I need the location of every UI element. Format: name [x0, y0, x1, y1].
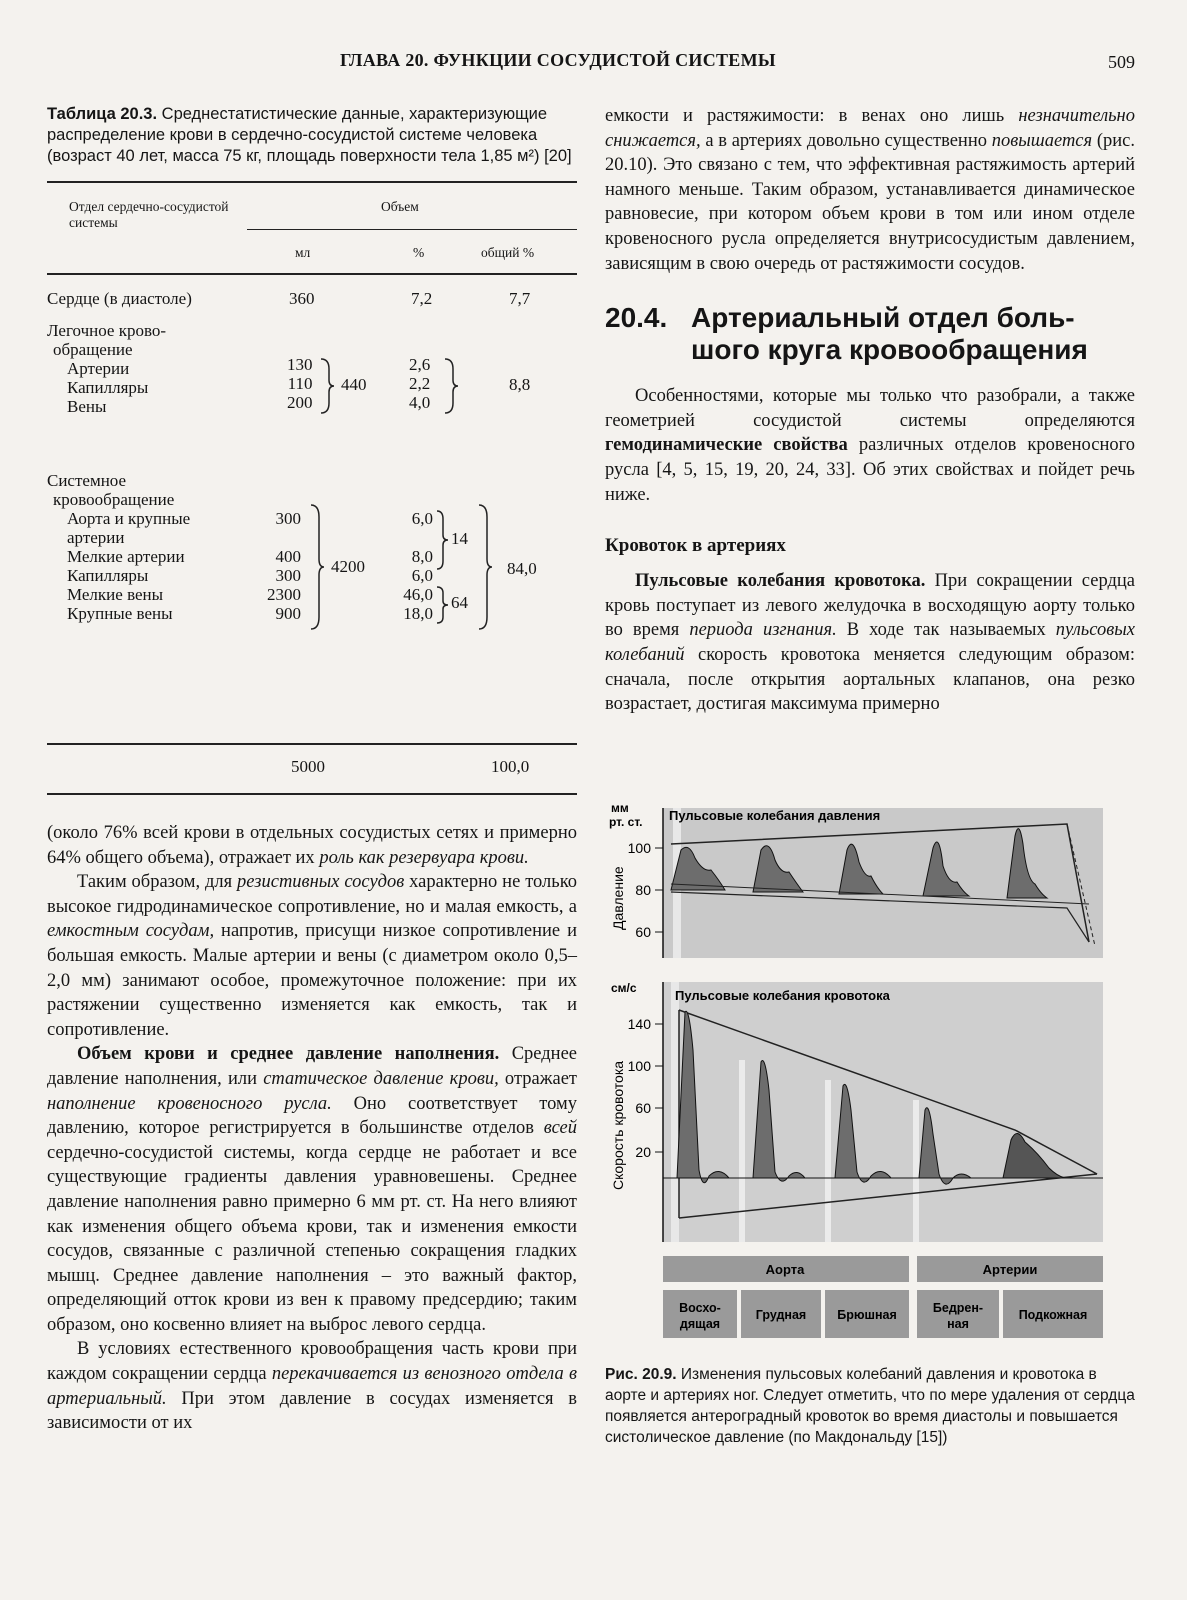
text-run: скорость кровотока меняется следующим образом: сначала, после открытия аортальных клапанов, она резко возрастает, достигая максимума примерно: [605, 644, 1135, 715]
pressure-title: Пульсовые колебания давления: [669, 808, 881, 823]
paragraph: [47, 821, 577, 870]
italic-run: перекачивается из венозного отдела в артериальный.: [47, 1364, 578, 1409]
right-column: [605, 104, 1135, 717]
text-run: (около 76% всей крови в отдельных сосудистых сетях и примерно 64% общего объема), отражает их: [47, 823, 577, 868]
sys-ml-sum: 4200: [331, 557, 365, 576]
pulm-ml-brace: [319, 357, 335, 415]
pressure-panel: [663, 808, 1103, 958]
table-top-rule: [47, 181, 577, 183]
pulm-label-line-1: Легочное крово-: [47, 321, 167, 340]
column-header-total-pct: общий %: [481, 245, 535, 260]
text-run: Особенностями, которые мы только что разобрали, а также геометрией сосудистой системы определяются: [605, 386, 1135, 431]
sys-ml-values: [257, 509, 301, 623]
table-row-label: артерии: [67, 528, 125, 547]
table-cell-pct: 4,0: [409, 393, 431, 412]
paragraph: [47, 1337, 577, 1435]
table-row-label: Капилляры: [67, 378, 149, 397]
section-number: 20.4.: [605, 302, 668, 334]
paragraph: [605, 104, 1135, 276]
flow-tick-label: 140: [627, 1016, 651, 1032]
segment-ascending-2: дящая: [679, 1317, 721, 1331]
flow-unit: см/с: [611, 981, 637, 995]
flow-stripe: [825, 1080, 831, 1242]
paragraph: [605, 384, 1135, 507]
table-caption-text: Среднестатистические данные, характеризующие распределение крови в сердечно-сосудистой системе человека (возраст 40 лет, масса 75 кг, площадь поверхности тела 1,85 м²) [20]: [47, 105, 572, 165]
table-cell-ml: 110: [287, 374, 313, 393]
subsection-heading: Кровоток в артериях: [605, 535, 786, 557]
sys-ven-sum: 64: [451, 593, 468, 612]
row-heart-label: Сердце (в диастоле): [47, 289, 192, 308]
segment-abdominal: Брюшная: [837, 1308, 897, 1322]
flow-stripe: [739, 1060, 745, 1242]
table-cell-pct: [395, 528, 433, 547]
table-row-label: Артерии: [67, 359, 130, 378]
pressure-unit-2: рт. ст.: [609, 815, 643, 829]
italic-run: повышается: [991, 130, 1093, 151]
bold-run: гемодинамические свойства: [605, 435, 848, 456]
pressure-axis-label: Давление: [610, 866, 626, 930]
italic-run: резистивных сосудов: [237, 872, 405, 893]
sys-row-labels: [67, 509, 190, 623]
pressure-unit-1: мм: [611, 801, 629, 815]
section-title-line-2: шого круга кровообращения: [691, 334, 1088, 366]
italic-run: периода изгнания.: [689, 620, 837, 641]
left-column: [47, 104, 577, 1436]
totals-top-rule: [47, 743, 577, 745]
flow-title: Пульсовые колебания кровотока: [675, 988, 890, 1003]
text-run: При этом давление в сосудах изменяется в зависимости от их: [47, 1388, 577, 1434]
sys-total-brace: [477, 503, 493, 631]
flow-axis-label: Скорость кровотока: [610, 1060, 626, 1190]
table-cell-pct: 2,2: [409, 374, 431, 393]
text-run: (рис. 20.10). Это связано с тем, что эффективная растяжимость артерий намного меньше. Таким образом, устанавливается динамическое равновесие, при котором объем крови в том или ином отделе кровеносного русла определяется внутрисосудистым давлением, зависящим в свою очередь от растяжимости сосудов.: [605, 130, 1135, 274]
table-row-label: Вены: [67, 397, 107, 416]
text-run: Оно соответствует тому давлению, которое регистрируется в большинстве отделов: [47, 1093, 577, 1139]
text-run: В условиях естественного кровообращения часть крови при каждом сокращении сердца: [47, 1339, 577, 1385]
pressure-tick-label: 60: [635, 924, 651, 940]
segment-femoral-1: Бедрен-: [932, 1301, 984, 1315]
table-cell-ml: [257, 528, 301, 547]
figure-svg: [605, 800, 1135, 1360]
sys-label-line-1: Системное: [47, 471, 127, 490]
flow-stripe: [671, 982, 679, 1242]
table-cell-ml: 2300: [267, 585, 301, 604]
pulm-group-label: [47, 321, 166, 359]
section-title-line-1: Артериальный отдел боль-: [691, 302, 1075, 334]
pulm-pct-brace: [443, 357, 459, 415]
sys-group-label: [47, 471, 174, 509]
flow-panel: [663, 982, 1103, 1242]
text-run: Среднее давление наполнения, или: [47, 1044, 577, 1089]
table-cell-ml: 900: [275, 604, 301, 623]
table-cell-ml: 400: [275, 547, 301, 566]
group-arteries-label: Артерии: [982, 1262, 1038, 1277]
total-pct: 100,0: [491, 757, 530, 776]
pulm-label-line-2: обращение: [53, 340, 133, 359]
segment-femoral-2: ная: [947, 1317, 969, 1331]
text-run: При сокращении сердца кровь поступает из левого желудочка в восходящую аорту только во время: [605, 571, 1135, 641]
italic-run: всей: [543, 1118, 577, 1139]
text-run: емкости и растяжимости: в венах оно лишь: [605, 106, 1019, 126]
table-cell-pct: 18,0: [403, 604, 433, 623]
text-run: а в артериях довольно существенно: [700, 130, 992, 151]
pulm-ml-values: [287, 355, 313, 412]
group-aorta-label: Аорта: [765, 1262, 805, 1277]
pressure-tick-label: 100: [627, 840, 651, 856]
figure-caption-label: Рис. 20.9.: [605, 1366, 677, 1383]
text-run: различных отделов кровеносного русла [4, 5, 15, 19, 20, 24, 33]. Об этих свойствах и пойдет речь ниже.: [605, 435, 1136, 505]
figure-pulse-waves: [605, 800, 1135, 1360]
italic-run: емкостным сосудам,: [47, 921, 215, 942]
table-cell-pct: 8,0: [411, 547, 433, 566]
table-caption-label: Таблица 20.3.: [47, 105, 158, 123]
column-header-ml: мл: [295, 245, 311, 260]
segment-subcutaneous: Подкожная: [1018, 1308, 1088, 1322]
bold-run: Объем крови и среднее давление наполнения.: [77, 1044, 500, 1065]
table-row-label: Мелкие вены: [67, 585, 164, 604]
pulm-pct-values: [409, 355, 430, 412]
column-header-volume: Объем: [381, 199, 419, 214]
italic-run: статическое давление крови,: [263, 1068, 499, 1089]
column-header-dept: Отдел сердечно-сосудистой системы: [69, 199, 229, 230]
volume-subrule: [247, 229, 577, 230]
table-cell-pct: 6,0: [411, 566, 433, 585]
sys-label-line-2: кровообращение: [53, 490, 175, 509]
header-bottom-rule: [47, 273, 577, 275]
paragraph: [47, 870, 577, 1042]
text-run: Таким образом, для: [77, 872, 238, 893]
pressure-tick-label: 80: [635, 882, 651, 898]
pulm-ml-sum: 440: [341, 375, 367, 394]
row-heart-total: 7,7: [509, 289, 531, 308]
table-cell-ml: 300: [275, 566, 301, 585]
table-bottom-rule: [47, 793, 577, 795]
text-run: отражает: [498, 1068, 578, 1089]
text-run: характерно не только высокое гидродинамическое сопротивление, но и малая емкость, а: [47, 872, 578, 917]
table-caption: [47, 104, 577, 167]
italic-run: роль как резервуара крови.: [319, 847, 529, 868]
column-header-pct: %: [413, 245, 425, 260]
sys-art-brace: [435, 509, 449, 571]
pulm-row-labels: [67, 359, 148, 416]
segment-ascending-1: Восхо-: [679, 1301, 721, 1315]
left-body-text: [47, 821, 577, 1436]
sys-total: 84,0: [507, 559, 537, 578]
figure-caption-text: Изменения пульсовых колебаний давления и кровотока в аорте и артериях ног. Следует отметить, что по мере удаления от сердца появляется антероградный кровоток во время диастолы и повышается систолическое давление (по Макдональду [15]): [605, 1366, 1135, 1446]
text-run: В ходе так называемых: [836, 620, 1056, 641]
blood-distribution-table: [47, 181, 577, 821]
table-row-label: Аорта и крупные: [67, 509, 191, 528]
table-cell-ml: 300: [275, 509, 301, 528]
table-row-label: Крупные вены: [67, 604, 173, 623]
flow-tick-label: 60: [635, 1100, 651, 1116]
table-row-label: Капилляры: [67, 566, 149, 585]
pulm-total: 8,8: [509, 375, 531, 394]
table-cell-pct: 6,0: [411, 509, 433, 528]
segment-thoracic: Грудная: [755, 1308, 807, 1322]
running-head: ГЛАВА 20. ФУНКЦИИ СОСУДИСТОЙ СИСТЕМЫ: [340, 50, 776, 70]
table-cell-pct: 2,6: [409, 355, 431, 374]
table-cell-ml: 130: [287, 355, 313, 374]
row-heart-pct: 7,2: [411, 289, 433, 308]
figure-caption: [605, 1364, 1135, 1448]
page-number: 509: [1108, 52, 1135, 72]
total-ml: 5000: [291, 757, 325, 776]
italic-run: пульсовых колебаний: [605, 620, 1135, 665]
sys-ml-brace: [309, 503, 325, 631]
flow-tick-label: 20: [635, 1144, 651, 1160]
flow-stripe: [913, 1100, 919, 1242]
bold-run: Пульсовые колебания кровотока.: [635, 571, 926, 592]
paragraph: [47, 1042, 577, 1337]
table-cell-ml: 200: [287, 393, 313, 412]
row-heart-ml: 360: [289, 289, 315, 308]
italic-run: незначительно снижается,: [605, 106, 1135, 151]
italic-run: наполнение кровеносного русла.: [47, 1093, 332, 1114]
paragraph: [605, 569, 1135, 717]
table-cell-pct: 46,0: [403, 585, 433, 604]
text-run: напротив, присущи низкое сопротивление и большая емкость. Малые артерии и вены (с диаметром около 0,5–2,0 мм) занимают особое, промежуточное положение: при их растяжении существенно изменяется как емкость, так и сопротивление.: [47, 921, 578, 1040]
table-row-label: Мелкие артерии: [67, 547, 185, 566]
sys-art-sum: 14: [451, 529, 468, 548]
sys-pct-values: [395, 509, 433, 623]
text-run: сердечно-сосудистой системы, когда сердце не работает и все существующие градиенты давления уравновешены. Среднее давление наполнения равно примерно 6 мм рт. ст. На него влияют как изменения общего объема крови, так и изменения емкости сосудов, связанные с различной степенью сокращения гладких мышц. Среднее давление наполнения – это важный фактор, определяющий отток крови из вен к правому предсердию; таким образом, оно косвенно влияет на выброс левого сердца.: [47, 1142, 577, 1335]
flow-tick-label: 100: [627, 1058, 651, 1074]
sys-ven-brace: [435, 585, 449, 625]
section-heading: [605, 302, 1135, 366]
